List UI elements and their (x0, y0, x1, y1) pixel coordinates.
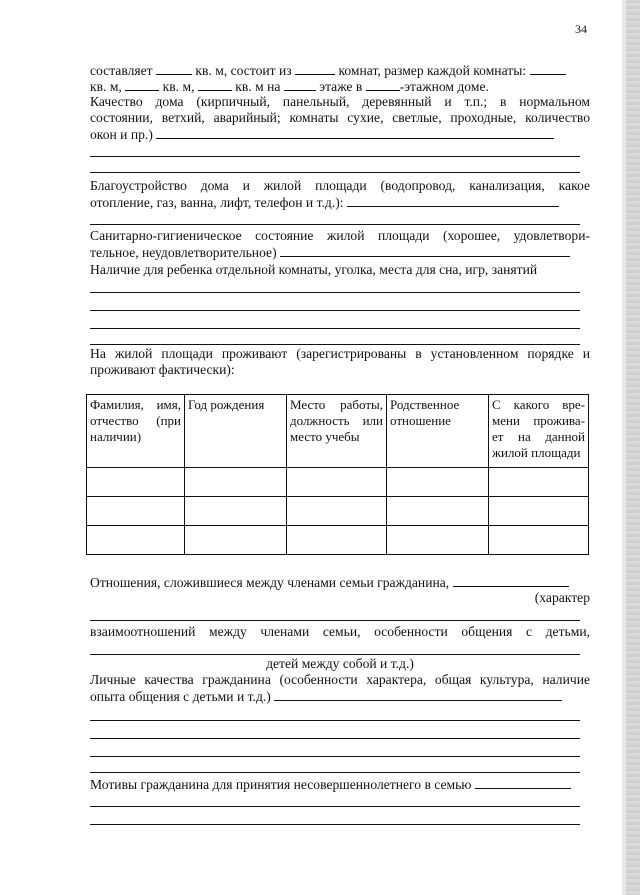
table-cell[interactable] (489, 526, 589, 555)
table-cell[interactable] (287, 497, 387, 526)
answer-line[interactable] (90, 224, 580, 225)
housing-area-line (90, 62, 590, 79)
motives-line (90, 776, 590, 793)
page-number: 34 (575, 22, 587, 36)
answer-line[interactable] (90, 654, 580, 655)
table-cell[interactable] (185, 468, 287, 497)
residents-intro-line: На жилой площади проживают (зарегистрированы в установленном порядке и (90, 346, 590, 361)
answer-line[interactable] (90, 310, 580, 311)
personal-qualities-line: Личные качества гражданина (особенности характера, общая культура, наличие (90, 672, 590, 687)
room-sizes-line (90, 78, 590, 95)
text: Мотивы гражданина для принятия несовершеннолетнего в семью (90, 777, 472, 792)
column-header: Родственное отношение (387, 395, 489, 468)
house-quality-line (90, 126, 590, 143)
sanitary-line (90, 244, 590, 261)
answer-line[interactable] (90, 292, 580, 293)
residents-intro-line: проживают фактически): (90, 362, 235, 377)
amenities-blank[interactable] (347, 194, 559, 207)
family-relations-line: (характер (534, 590, 590, 605)
sanitary-blank[interactable] (280, 244, 570, 257)
amenities-line: Благоустройство дома и жилой площади (водопровод, канализация, какое (90, 178, 590, 193)
answer-line[interactable] (90, 328, 580, 329)
answer-line[interactable] (90, 344, 580, 345)
family-relations-line: детей между собой и т.д.) (266, 656, 414, 671)
text: кв. м, (90, 79, 122, 94)
room-size-blank[interactable] (125, 78, 159, 91)
table-header-row (87, 395, 589, 468)
table-cell[interactable] (387, 468, 489, 497)
answer-line[interactable] (90, 720, 580, 721)
motives-blank[interactable] (475, 776, 571, 789)
text: кв. м, состоит из (195, 63, 292, 78)
table-cell[interactable] (287, 526, 387, 555)
text: комнат, размер каждой комнаты: (338, 63, 527, 78)
text: тельное, неудовлетворительное) (90, 245, 277, 260)
storeys-blank[interactable] (366, 78, 400, 91)
scan-edge-shadow (622, 0, 626, 895)
family-relations-line: взаимоотношений между членами семьи, особенности общения с детьми, (90, 624, 590, 639)
house-quality-blank[interactable] (156, 126, 554, 139)
column-header: Фамилия, имя, отчество (при наличии) (87, 395, 185, 468)
table-row (87, 497, 589, 526)
answer-line[interactable] (90, 172, 580, 173)
table-cell[interactable] (489, 468, 589, 497)
family-relations-line (90, 574, 590, 591)
text: кв. м, (162, 79, 195, 94)
column-header: Место работы, должность или место учебы (287, 395, 387, 468)
column-header: Год рождения (185, 395, 287, 468)
residents-table (86, 394, 589, 555)
table-cell[interactable] (87, 526, 185, 555)
text: составляет (90, 63, 153, 78)
answer-line[interactable] (90, 806, 580, 807)
rooms-count-blank[interactable] (295, 62, 335, 75)
table-row (87, 468, 589, 497)
text: опыта общения с детьми и т.д.) (90, 689, 271, 704)
family-relations-blank[interactable] (453, 574, 569, 587)
house-quality-line: Качество дома (кирпичный, панельный, деревянный и т.п.; в нормальном (90, 94, 590, 109)
table-cell[interactable] (287, 468, 387, 497)
text: этаже в (319, 79, 363, 94)
floor-blank[interactable] (284, 78, 316, 91)
table-cell[interactable] (185, 526, 287, 555)
child-space-line: Наличие для ребенка отдельной комнаты, уголка, места для сна, игр, занятий (90, 262, 538, 277)
column-header: С какого вре- мени прожива- ет на данной жилой площади (489, 395, 589, 468)
personal-qualities-blank[interactable] (274, 688, 562, 701)
answer-line[interactable] (90, 756, 580, 757)
amenities-line (90, 194, 590, 211)
area-blank[interactable] (156, 62, 192, 75)
table-row (87, 526, 589, 555)
room-size-blank[interactable] (530, 62, 566, 75)
table-cell[interactable] (489, 497, 589, 526)
table-cell[interactable] (387, 526, 489, 555)
table-cell[interactable] (87, 468, 185, 497)
room-size-blank[interactable] (198, 78, 232, 91)
text: окон и пр.) (90, 127, 153, 142)
scan-edge (626, 0, 640, 895)
text: отопление, газ, ванна, лифт, телефон и т.д.): (90, 195, 344, 210)
sanitary-line: Санитарно-гигиеническое состояние жилой площади (хорошее, удовлетвори- (90, 228, 590, 243)
table-cell[interactable] (185, 497, 287, 526)
personal-qualities-line (90, 688, 590, 705)
answer-line[interactable] (90, 738, 580, 739)
text: кв. м на (235, 79, 281, 94)
answer-line[interactable] (90, 156, 580, 157)
text: Отношения, сложившиеся между членами семьи гражданина, (90, 575, 450, 590)
house-quality-line: состоянии, ветхий, аварийный; комнаты сухие, светлые, проходные, количество (90, 110, 590, 125)
answer-line[interactable] (90, 620, 580, 621)
answer-line[interactable] (90, 824, 580, 825)
table-cell[interactable] (87, 497, 185, 526)
text: -этажном доме. (399, 79, 489, 94)
answer-line[interactable] (90, 772, 580, 773)
table-cell[interactable] (387, 497, 489, 526)
